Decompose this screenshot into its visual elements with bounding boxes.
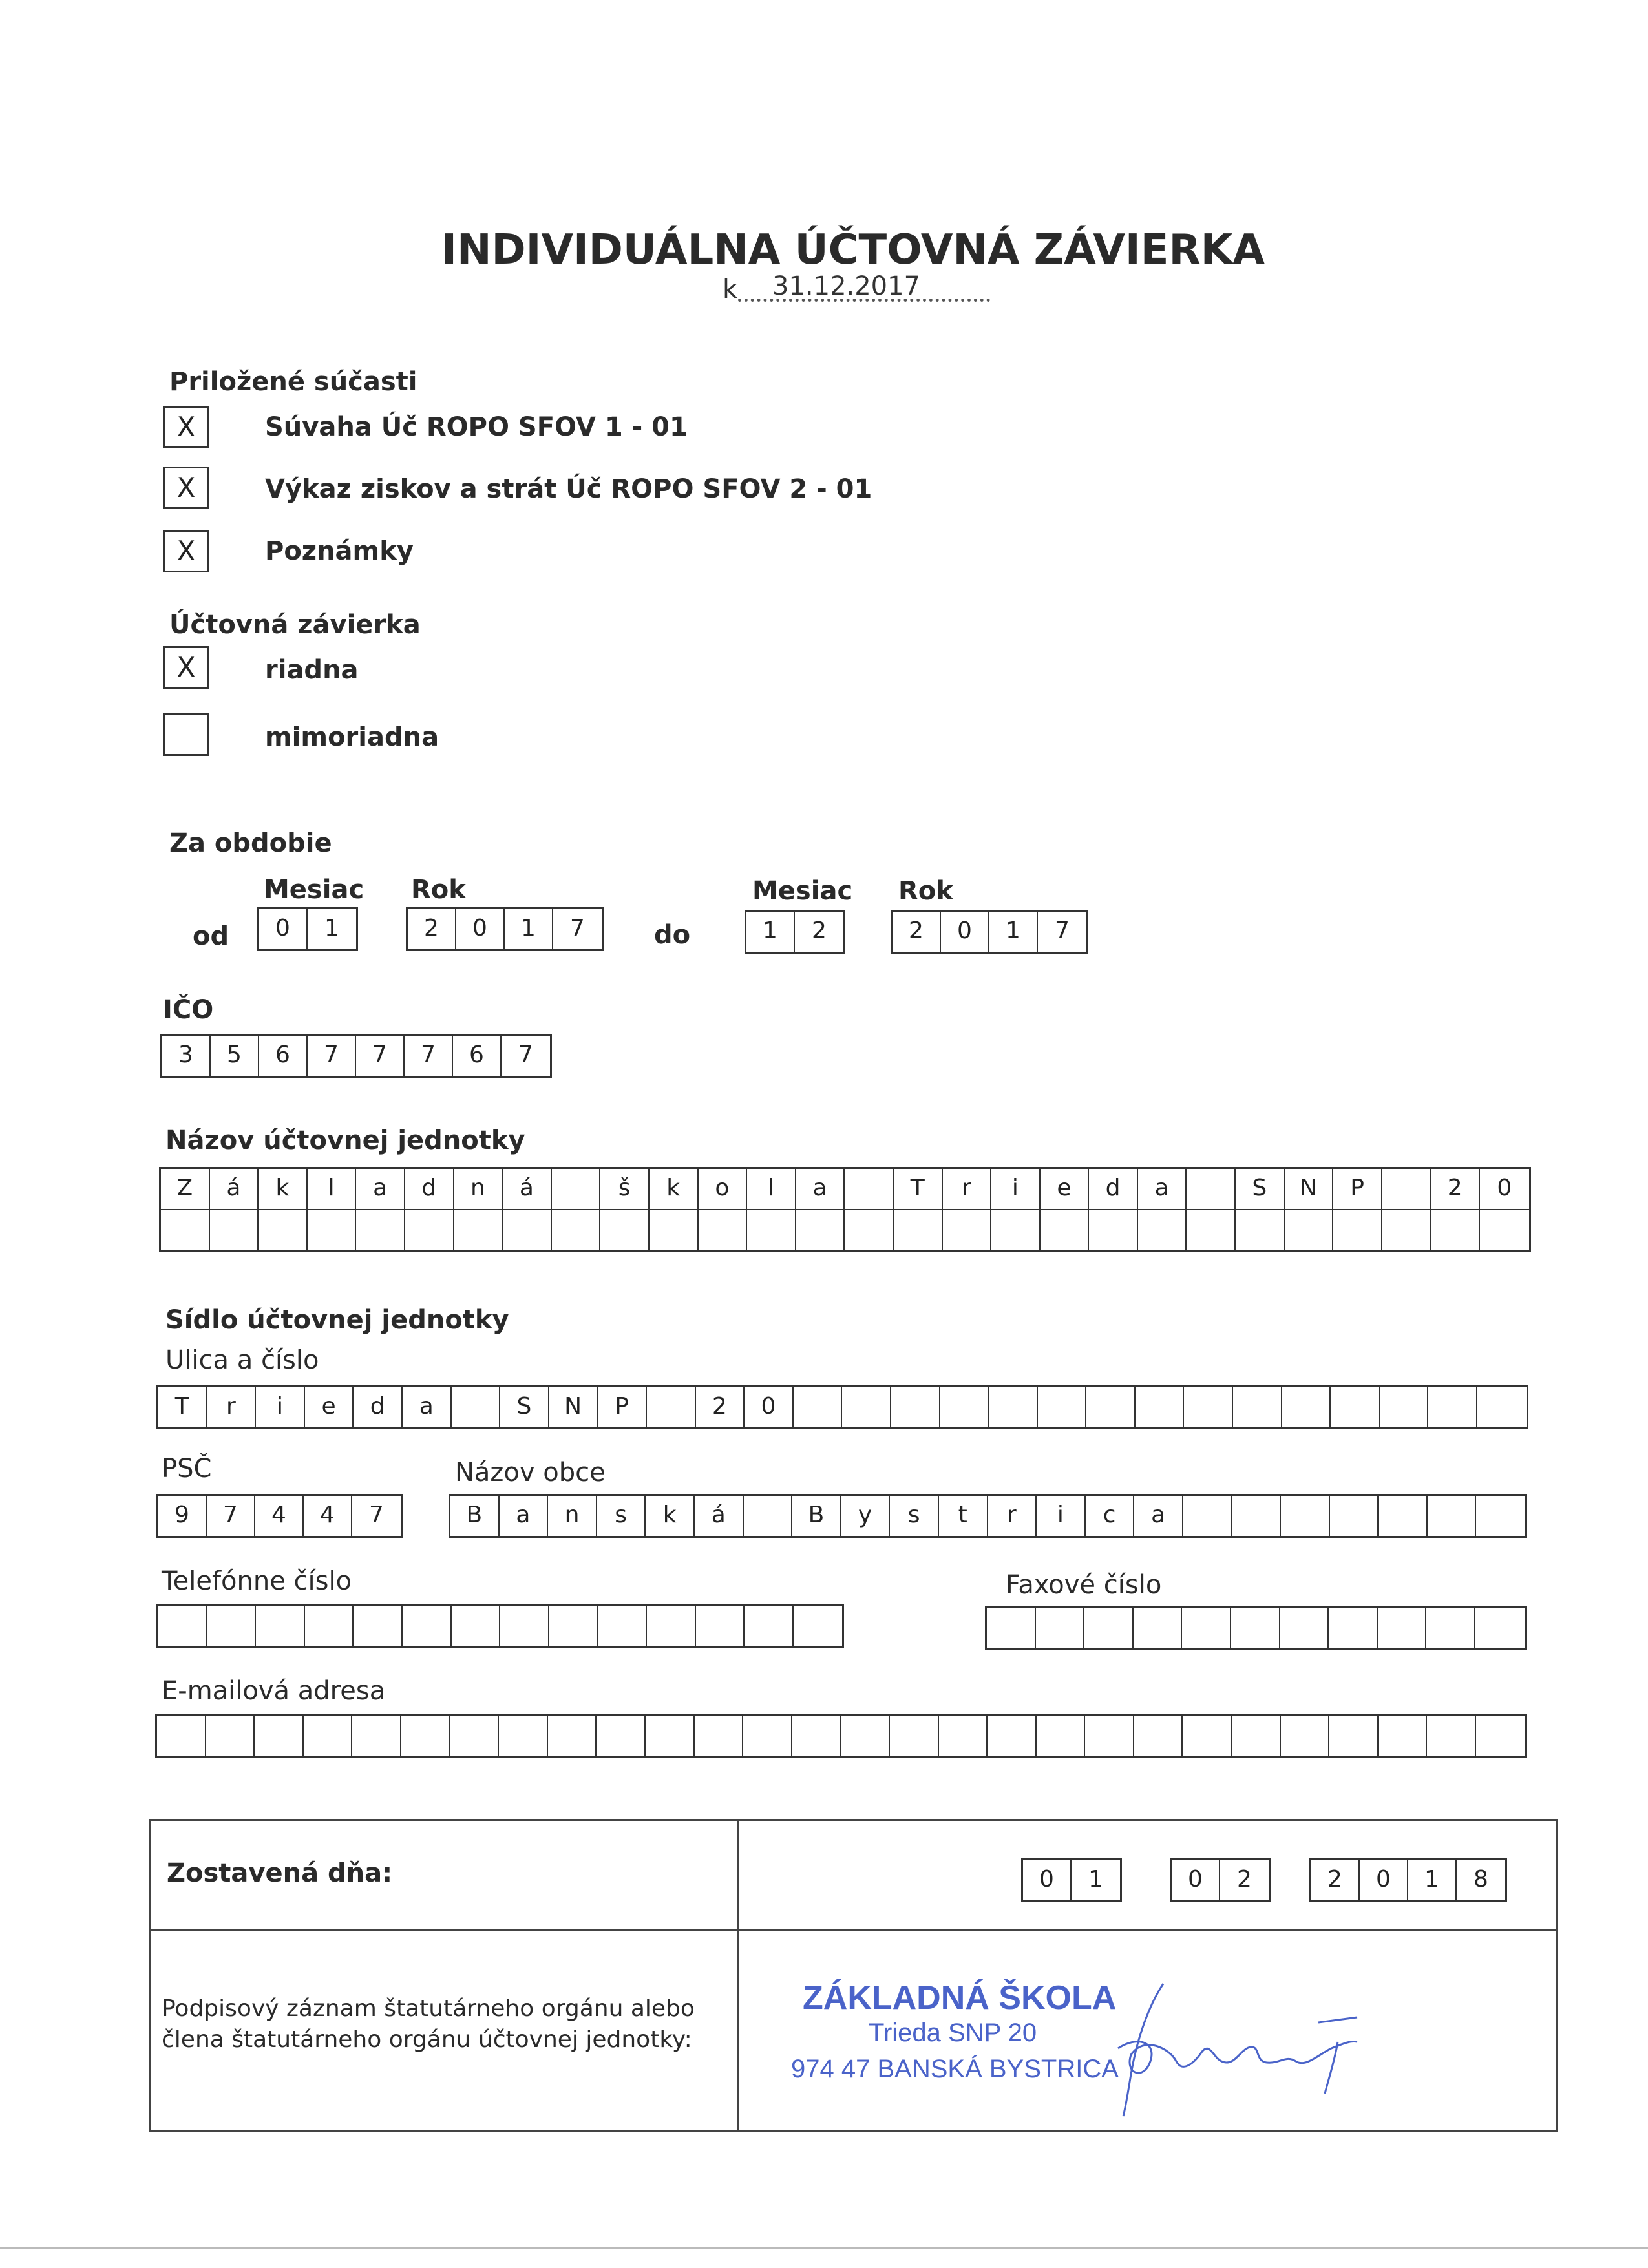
char-cell[interactable]: Z (161, 1169, 210, 1209)
digit-cell[interactable]: 7 (570, 915, 585, 941)
char-cell[interactable] (1232, 1496, 1282, 1536)
char-cell[interactable] (1134, 1716, 1183, 1756)
checkbox-mimoriadna[interactable] (163, 713, 209, 756)
closing-type-heading: Účtovná závierka (169, 610, 421, 640)
char-cell[interactable] (1041, 1210, 1090, 1250)
digit-cell[interactable]: 0 (1172, 1860, 1220, 1900)
char-cell[interactable] (940, 1387, 989, 1427)
char-cell[interactable] (745, 1606, 794, 1646)
char-cell[interactable] (1476, 1496, 1525, 1536)
char-cell[interactable] (989, 1387, 1038, 1427)
unit-name-grid[interactable] (159, 1167, 1531, 1252)
char-cell[interactable] (210, 1210, 259, 1250)
digit-cell[interactable]: 8 (1474, 1866, 1488, 1893)
digit-cell[interactable]: 4 (255, 1496, 304, 1536)
char-cell[interactable]: T (158, 1387, 207, 1427)
char-cell[interactable]: a (500, 1496, 549, 1536)
period-dotted-line (738, 299, 990, 302)
from-year-label: Rok (411, 875, 466, 905)
digit-cell[interactable]: 1 (1408, 1860, 1457, 1900)
char-cell[interactable] (695, 1716, 744, 1756)
char-cell[interactable]: N (1285, 1169, 1334, 1209)
char-cell[interactable] (598, 1606, 647, 1646)
to-month-label: Mesiac (752, 876, 853, 906)
table-divider (737, 1819, 739, 2132)
char-cell[interactable] (1281, 1496, 1330, 1536)
fax-grid[interactable] (985, 1606, 1527, 1650)
char-cell[interactable] (1379, 1716, 1428, 1756)
digit-cell[interactable]: 7 (1055, 918, 1070, 944)
char-cell[interactable] (744, 1496, 793, 1536)
checkbox-suvaha[interactable]: X (163, 406, 209, 448)
char-cell[interactable] (1236, 1210, 1285, 1250)
char-cell[interactable]: B (792, 1496, 841, 1536)
char-cell[interactable] (743, 1716, 792, 1756)
compiled-year-boxes[interactable] (1309, 1858, 1507, 1902)
from-year-boxes[interactable] (406, 907, 604, 951)
char-cell[interactable]: a (403, 1387, 452, 1427)
char-cell[interactable]: š (600, 1169, 650, 1209)
char-cell[interactable]: 2 (1431, 1169, 1480, 1209)
char-cell[interactable] (206, 1716, 255, 1756)
char-cell[interactable] (646, 1716, 695, 1756)
char-cell[interactable] (552, 1169, 601, 1209)
char-cell[interactable] (890, 1716, 939, 1756)
document-title: INDIVIDUÁLNA ÚČTOVNÁ ZÁVIERKA (441, 226, 1265, 274)
digit-cell[interactable]: 3 (162, 1036, 211, 1076)
char-cell[interactable] (841, 1716, 890, 1756)
stamp-line2: Trieda SNP 20 (869, 2019, 1037, 2047)
digit-cell[interactable]: 0 (456, 909, 505, 949)
digit-cell[interactable]: 7 (308, 1036, 356, 1076)
char-cell[interactable]: 0 (745, 1387, 794, 1427)
email-row (157, 1716, 1525, 1756)
page-edge (0, 2247, 1648, 2249)
digit-cell[interactable]: 2 (408, 909, 456, 949)
char-cell[interactable]: N (549, 1387, 598, 1427)
char-cell[interactable] (503, 1210, 552, 1250)
signature-label-line1: Podpisový záznam štatutárneho orgánu alebo (162, 1995, 695, 2022)
char-cell[interactable] (161, 1210, 210, 1250)
char-cell[interactable] (1085, 1716, 1134, 1756)
char-cell[interactable] (747, 1210, 796, 1250)
signature-label-line2: člena štatutárneho orgánu účtovnej jednotky: (162, 2026, 692, 2053)
char-cell[interactable]: r (988, 1496, 1037, 1536)
char-cell[interactable]: i (256, 1387, 305, 1427)
char-cell[interactable] (1285, 1210, 1334, 1250)
char-cell[interactable] (1233, 1387, 1282, 1427)
char-cell[interactable]: y (841, 1496, 891, 1536)
unit-name-label: Názov účtovnej jednotky (165, 1126, 525, 1155)
to-year-label: Rok (898, 876, 953, 906)
char-cell[interactable] (991, 1210, 1041, 1250)
label-poznamky: Poznámky (265, 536, 414, 566)
label-suvaha: Súvaha Úč ROPO SFOV 1 - 01 (265, 412, 688, 442)
town-row (450, 1496, 1525, 1536)
char-cell[interactable] (452, 1606, 501, 1646)
digit-cell[interactable]: 2 (812, 918, 827, 944)
char-cell[interactable] (1428, 1496, 1477, 1536)
attachments-heading: Priložené súčasti (169, 367, 417, 397)
char-cell[interactable] (207, 1606, 257, 1646)
char-cell[interactable] (354, 1606, 403, 1646)
digit-cell[interactable]: 7 (369, 1502, 384, 1528)
char-cell[interactable]: P (598, 1387, 647, 1427)
unit-name-row (161, 1169, 1529, 1209)
char-cell[interactable] (450, 1716, 500, 1756)
char-cell[interactable] (1382, 1169, 1431, 1209)
char-cell[interactable] (352, 1716, 401, 1756)
char-cell[interactable] (255, 1716, 304, 1756)
digit-cell[interactable]: 6 (453, 1036, 502, 1076)
digit-cell[interactable]: 1 (324, 915, 339, 941)
char-cell[interactable]: a (796, 1169, 845, 1209)
char-cell[interactable] (499, 1716, 548, 1756)
char-cell[interactable] (157, 1716, 206, 1756)
char-cell[interactable] (1183, 1496, 1232, 1536)
char-cell[interactable] (356, 1210, 405, 1250)
checkbox-vykaz[interactable]: X (163, 467, 209, 509)
char-cell[interactable] (454, 1210, 503, 1250)
char-cell[interactable] (1427, 1716, 1476, 1756)
table-divider (149, 1929, 1558, 1931)
digit-cell[interactable]: 7 (405, 1036, 453, 1076)
char-cell[interactable]: n (454, 1169, 503, 1209)
char-cell[interactable] (256, 1606, 305, 1646)
street-label: Ulica a číslo (165, 1345, 319, 1375)
ico-label: IČO (163, 995, 214, 1025)
char-cell[interactable] (1184, 1387, 1233, 1427)
digit-cell[interactable]: 1 (989, 912, 1038, 952)
char-cell[interactable] (1232, 1716, 1281, 1756)
phone-grid[interactable] (156, 1604, 844, 1648)
char-cell[interactable] (1477, 1387, 1527, 1427)
char-cell[interactable]: a (1138, 1169, 1187, 1209)
char-cell[interactable] (1330, 1496, 1379, 1536)
char-cell[interactable] (1183, 1716, 1232, 1756)
char-cell[interactable] (1329, 1608, 1378, 1648)
char-cell[interactable] (1476, 1716, 1525, 1756)
char-cell[interactable] (794, 1606, 843, 1646)
char-cell[interactable] (1426, 1608, 1475, 1648)
char-cell[interactable] (305, 1606, 354, 1646)
digit-cell[interactable]: 4 (304, 1496, 352, 1536)
char-cell[interactable]: d (1089, 1169, 1138, 1209)
char-cell[interactable]: B (450, 1496, 500, 1536)
char-cell[interactable]: l (747, 1169, 796, 1209)
label-vykaz: Výkaz ziskov a strát Úč ROPO SFOV 2 - 01 (265, 474, 872, 504)
compiled-label: Zostavená dňa: (167, 1858, 393, 1888)
char-cell[interactable] (1084, 1608, 1134, 1648)
char-cell[interactable] (403, 1606, 452, 1646)
psc-label: PSČ (162, 1454, 212, 1484)
digit-cell[interactable]: 1 (505, 909, 553, 949)
char-cell[interactable] (1086, 1387, 1136, 1427)
char-cell[interactable] (647, 1387, 696, 1427)
town-label: Názov obce (455, 1458, 606, 1487)
char-cell[interactable] (1138, 1210, 1187, 1250)
char-cell[interactable] (845, 1169, 894, 1209)
digit-cell[interactable]: 0 (1023, 1860, 1072, 1900)
char-cell[interactable]: t (939, 1496, 988, 1536)
digit-cell[interactable]: 1 (1088, 1866, 1103, 1893)
period-prefix: k (723, 275, 738, 304)
fax-label: Faxové číslo (1006, 1570, 1162, 1600)
char-cell[interactable] (1231, 1608, 1280, 1648)
digit-cell[interactable]: 2 (1311, 1860, 1360, 1900)
char-cell[interactable]: á (503, 1169, 552, 1209)
char-cell[interactable]: l (308, 1169, 357, 1209)
digit-cell[interactable]: 5 (211, 1036, 259, 1076)
char-cell[interactable] (1475, 1608, 1525, 1648)
char-cell[interactable] (549, 1606, 598, 1646)
stamp-line3: 974 47 BANSKÁ BYSTRICA (791, 2055, 1119, 2083)
email-grid[interactable] (155, 1714, 1527, 1758)
char-cell[interactable]: S (500, 1387, 549, 1427)
char-cell[interactable] (845, 1210, 894, 1250)
to-label: do (654, 920, 691, 950)
char-cell[interactable]: d (405, 1169, 454, 1209)
digit-cell[interactable]: 0 (941, 912, 989, 952)
label-mimoriadna: mimoriadna (265, 722, 439, 752)
from-month-boxes[interactable] (257, 907, 358, 951)
char-cell[interactable]: k (259, 1169, 308, 1209)
char-cell[interactable]: a (356, 1169, 405, 1209)
char-cell[interactable]: s (890, 1496, 939, 1536)
digit-cell[interactable]: 9 (158, 1496, 207, 1536)
from-label: od (193, 921, 229, 951)
char-cell[interactable] (600, 1210, 650, 1250)
digit-cell[interactable]: 0 (1360, 1860, 1408, 1900)
char-cell[interactable]: s (597, 1496, 646, 1536)
char-cell[interactable]: c (1086, 1496, 1135, 1536)
seat-heading: Sídlo účtovnej jednotky (165, 1305, 509, 1335)
digit-cell[interactable]: 2 (1237, 1866, 1252, 1893)
char-cell[interactable] (891, 1387, 940, 1427)
char-cell[interactable] (1380, 1387, 1429, 1427)
to-year-boxes[interactable] (891, 910, 1088, 954)
char-cell[interactable] (1281, 1716, 1330, 1756)
char-cell[interactable]: o (699, 1169, 748, 1209)
email-label: E-mailová adresa (162, 1676, 386, 1706)
char-cell[interactable] (1431, 1210, 1480, 1250)
digit-cell[interactable]: 0 (259, 909, 308, 949)
char-cell[interactable] (1038, 1387, 1087, 1427)
label-riadna: riadna (265, 655, 359, 685)
char-cell[interactable] (842, 1387, 891, 1427)
char-cell[interactable] (401, 1716, 450, 1756)
char-cell[interactable] (452, 1387, 501, 1427)
char-cell[interactable] (894, 1210, 943, 1250)
char-cell[interactable] (1280, 1608, 1329, 1648)
from-month-label: Mesiac (264, 875, 364, 905)
compiled-day-boxes[interactable] (1021, 1858, 1122, 1902)
char-cell[interactable]: k (646, 1496, 695, 1536)
char-cell[interactable] (1282, 1387, 1331, 1427)
digit-cell[interactable]: 7 (207, 1496, 255, 1536)
char-cell[interactable] (988, 1716, 1037, 1756)
char-cell[interactable]: r (943, 1169, 992, 1209)
char-cell[interactable] (158, 1606, 207, 1646)
char-cell[interactable]: n (548, 1496, 597, 1536)
char-cell[interactable] (1134, 1608, 1183, 1648)
digit-cell[interactable]: 1 (746, 912, 795, 952)
char-cell[interactable]: d (354, 1387, 403, 1427)
to-month-boxes[interactable] (745, 910, 845, 954)
checkbox-poznamky[interactable]: X (163, 530, 209, 572)
psc-boxes[interactable] (156, 1494, 403, 1538)
char-cell[interactable]: a (1134, 1496, 1183, 1536)
char-cell[interactable] (1379, 1496, 1428, 1536)
street-grid[interactable] (156, 1385, 1528, 1429)
stamp-line1: ZÁKLADNÁ ŠKOLA (803, 1979, 1117, 2017)
char-cell[interactable]: 0 (1497, 1175, 1512, 1201)
char-cell[interactable] (552, 1210, 601, 1250)
char-cell[interactable] (1136, 1387, 1185, 1427)
char-cell[interactable] (1428, 1387, 1477, 1427)
char-cell[interactable] (304, 1716, 353, 1756)
char-cell[interactable] (597, 1716, 646, 1756)
digit-cell[interactable]: 2 (893, 912, 941, 952)
char-cell[interactable]: i (991, 1169, 1041, 1209)
char-cell[interactable] (1480, 1210, 1529, 1250)
char-cell[interactable]: á (210, 1169, 259, 1209)
char-cell[interactable] (647, 1606, 696, 1646)
char-cell[interactable]: k (650, 1169, 699, 1209)
char-cell[interactable]: e (1041, 1169, 1090, 1209)
char-cell[interactable] (987, 1608, 1036, 1648)
char-cell[interactable] (259, 1210, 308, 1250)
char-cell[interactable] (939, 1716, 988, 1756)
char-cell[interactable] (1036, 1608, 1085, 1648)
char-cell[interactable] (1187, 1210, 1236, 1250)
char-cell[interactable]: S (1236, 1169, 1285, 1209)
char-cell[interactable]: e (305, 1387, 354, 1427)
char-cell[interactable] (792, 1716, 841, 1756)
unit-name-row (161, 1209, 1529, 1250)
signature-icon (956, 1964, 1383, 2119)
checkbox-riadna[interactable]: X (163, 646, 209, 689)
char-cell[interactable] (699, 1210, 748, 1250)
char-cell[interactable]: 2 (696, 1387, 745, 1427)
char-cell[interactable] (794, 1387, 843, 1427)
char-cell[interactable]: P (1333, 1169, 1382, 1209)
char-cell[interactable] (1089, 1210, 1138, 1250)
char-cell[interactable] (500, 1606, 549, 1646)
char-cell[interactable] (1187, 1169, 1236, 1209)
char-cell[interactable] (1382, 1210, 1431, 1250)
digit-cell[interactable]: 6 (259, 1036, 308, 1076)
char-cell[interactable] (1333, 1210, 1382, 1250)
digit-cell[interactable]: 7 (356, 1036, 405, 1076)
char-cell[interactable] (1037, 1716, 1086, 1756)
char-cell[interactable]: á (695, 1496, 744, 1536)
period-date[interactable]: 31.12.2017 (772, 271, 921, 301)
char-cell[interactable] (1182, 1608, 1231, 1648)
char-cell[interactable]: i (1037, 1496, 1086, 1536)
town-grid[interactable] (449, 1494, 1527, 1538)
phone-label: Telefónne číslo (162, 1566, 352, 1596)
char-cell[interactable] (650, 1210, 699, 1250)
street-row (158, 1387, 1527, 1427)
char-cell[interactable] (548, 1716, 597, 1756)
char-cell[interactable] (796, 1210, 845, 1250)
digit-cell[interactable]: 7 (518, 1042, 533, 1068)
char-cell[interactable]: T (894, 1169, 943, 1209)
ico-boxes[interactable] (160, 1034, 552, 1078)
period-heading: Za obdobie (169, 828, 332, 858)
char-cell[interactable] (1331, 1387, 1380, 1427)
char-cell[interactable] (1378, 1608, 1427, 1648)
char-cell[interactable] (405, 1210, 454, 1250)
char-cell[interactable] (943, 1210, 992, 1250)
phone-row (158, 1606, 842, 1646)
char-cell[interactable] (308, 1210, 357, 1250)
compiled-month-boxes[interactable] (1170, 1858, 1271, 1902)
char-cell[interactable] (1329, 1716, 1379, 1756)
char-cell[interactable] (696, 1606, 745, 1646)
char-cell[interactable]: r (207, 1387, 257, 1427)
fax-row (987, 1608, 1525, 1648)
